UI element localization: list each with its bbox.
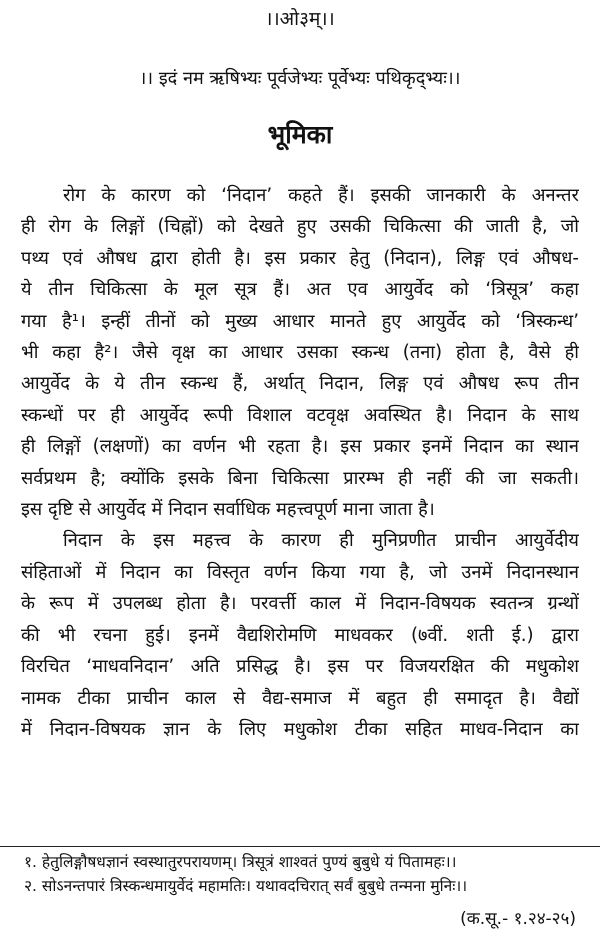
text-line: भी कहा है²। जैसे वृक्ष का आधार उसका स्कन्ध (तना) होता है, वैसे ही [21,342,579,364]
text-line: विरचित ‘माधवनिदान’ अति प्रसिद्ध है। इस पर विजयरक्षित की मधुकोश [21,656,579,678]
body-text [21,180,579,745]
footnote-citation: (क.सू.- १.२४-२५) [460,909,576,929]
text-line: स्कन्धों पर ही आयुर्वेद रूपी विशाल वटवृक्ष अवस्थित है। निदान के साथ [21,404,579,426]
salutation-verse: ।। इदं नम ऋषिभ्यः पूर्वजेभ्यः पूर्वेभ्यः पथिकृद्भ्यः।। [139,68,461,89]
text-line: इस दृष्टि से आयुर्वेद में निदान सर्वाधिक महत्त्वपूर्ण माना जाता है। [21,499,435,521]
text-line: रोग के कारण को ‘निदान’ कहते हैं। इसकी जानकारी के अनन्तर [63,185,579,206]
footnotes [24,850,580,898]
footnote-2: २. सोऽनन्तपारं त्रिस्कन्धमायुर्वेदं महामतिः। यथावदचिरात् सर्वं बुबुधे तन्मना मुनिः।। [24,877,468,895]
text-line: संहिताओं में निदान का विस्तृत वर्णन किया गया है, जो उनमें निदानस्थान [21,561,579,583]
text-line: गया है¹। इन्हीं तीनों को मुख्य आधार मानते हुए आयुर्वेद को ‘त्रिस्कन्ध’ [21,310,579,332]
text-line: ये तीन चिकित्सा के मूल सूत्र हैं। अत एव आयुर्वेद को ‘त्रिसूत्र’ कहा [21,279,579,301]
paragraph-2 [21,525,579,745]
invocation-heading: ।।ओ३म्।। [265,8,335,30]
text-line: नामक टीका प्राचीन काल से वैद्य-समाज में बहुत ही समादृत है। वैद्यों [21,687,579,709]
text-line: सर्वप्रथम है; क्योंकि इसके बिना चिकित्सा प्रारम्भ ही नहीं की जा सकती। [21,467,579,489]
text-line: पथ्य एवं औषध द्वारा होती है। इस प्रकार हेतु (निदान), लिङ्ग एवं औषध- [21,247,579,269]
footnote-1: १. हेतुलिङ्गौषधज्ञानं स्वस्थातुरपरायणम्। त्रिसूत्रं शाश्वतं पुण्यं बुबुधे यं पितामहः।। [24,853,457,871]
text-line: के रूप में उपलब्ध होता है। परवर्त्ती काल में निदान-विषयक स्वतन्त्र ग्रन्थों [21,593,579,615]
text-line: ही रोग के लिङ्गों (चिह्नों) को देखते हुए उसकी चिकित्सा की जाती है, जो [21,216,579,238]
footnote-divider [0,846,600,847]
text-line: में निदान-विषयक ज्ञान के लिए मधुकोश टीका सहित माधव-निदान का [21,718,579,740]
text-line: की भी रचना हुई। इनमें वैद्यशिरोमणि माधवकर (७वीं. शती ई.) द्वारा [21,624,579,646]
text-line: आयुर्वेद के ये तीन स्कन्ध हैं, अर्थात् निदान, लिङ्ग एवं औषध रूप तीन [21,373,579,395]
text-line: ही लिङ्गों (लक्षणों) का वर्णन भी रहता है। इस प्रकार इनमें निदान का स्थान [21,436,579,458]
page-title: भूमिका [267,120,333,149]
paragraph-1 [21,180,579,525]
text-line: निदान के इस महत्त्व के कारण ही मुनिप्रणीत प्राचीन आयुर्वेदीय [63,530,579,552]
